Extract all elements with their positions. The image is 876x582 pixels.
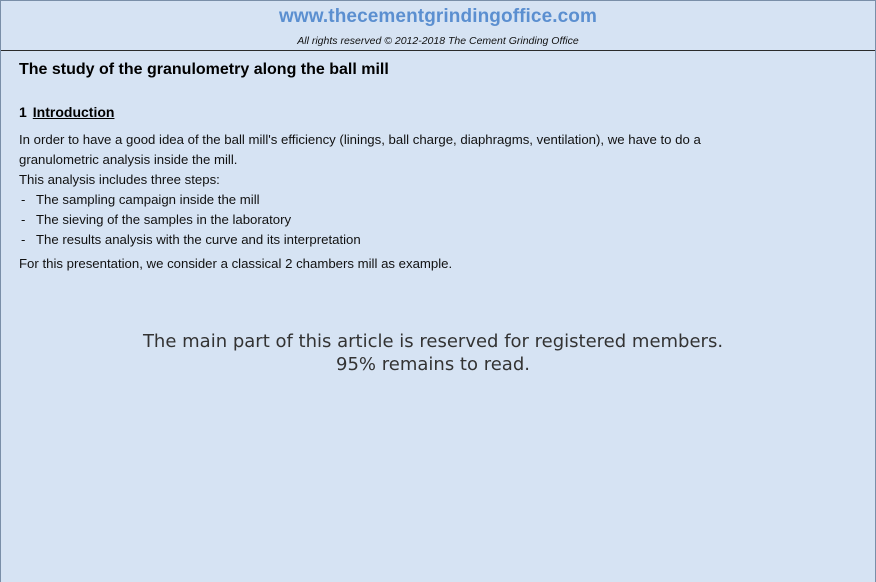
- list-dash: -: [21, 192, 26, 207]
- list-item-text: The sieving of the samples in the laboratory: [36, 212, 292, 227]
- list-dash: -: [21, 212, 26, 227]
- page-header: [1, 1, 875, 51]
- list-item-text: The results analysis with the curve and its interpretation: [36, 232, 361, 247]
- members-only-notice: [1, 330, 865, 376]
- list-item: [19, 190, 779, 210]
- paragraph-line: For this presentation, we consider a classical 2 chambers mill as example.: [19, 256, 453, 271]
- paragraph-line: In order to have a good idea of the ball mill's efficiency (linings, ball charge, diaphragms, ventilation), we have to do a: [19, 132, 701, 147]
- paragraph-line: This analysis includes three steps:: [19, 172, 220, 187]
- members-note-line: 95% remains to read.: [336, 354, 530, 375]
- site-url-link[interactable]: www.thecementgrindingoffice.com: [278, 6, 598, 27]
- article-title: The study of the granulometry along the ball mill: [19, 61, 389, 78]
- section-number: 1: [19, 104, 27, 120]
- list-item-text: The sampling campaign inside the mill: [36, 192, 260, 207]
- article-body: [19, 130, 779, 274]
- members-note-line: The main part of this article is reserved for registered members.: [142, 331, 724, 352]
- steps-list: [19, 190, 779, 250]
- list-dash: -: [21, 232, 26, 247]
- list-item: [19, 230, 779, 250]
- list-item: [19, 210, 779, 230]
- copyright-notice: All rights reserved © 2012-2018 The Cement Grinding Office: [297, 35, 579, 47]
- paragraph-line: granulometric analysis inside the mill.: [19, 152, 238, 167]
- section-heading: [19, 104, 114, 120]
- section-heading-label: Introduction: [32, 104, 115, 120]
